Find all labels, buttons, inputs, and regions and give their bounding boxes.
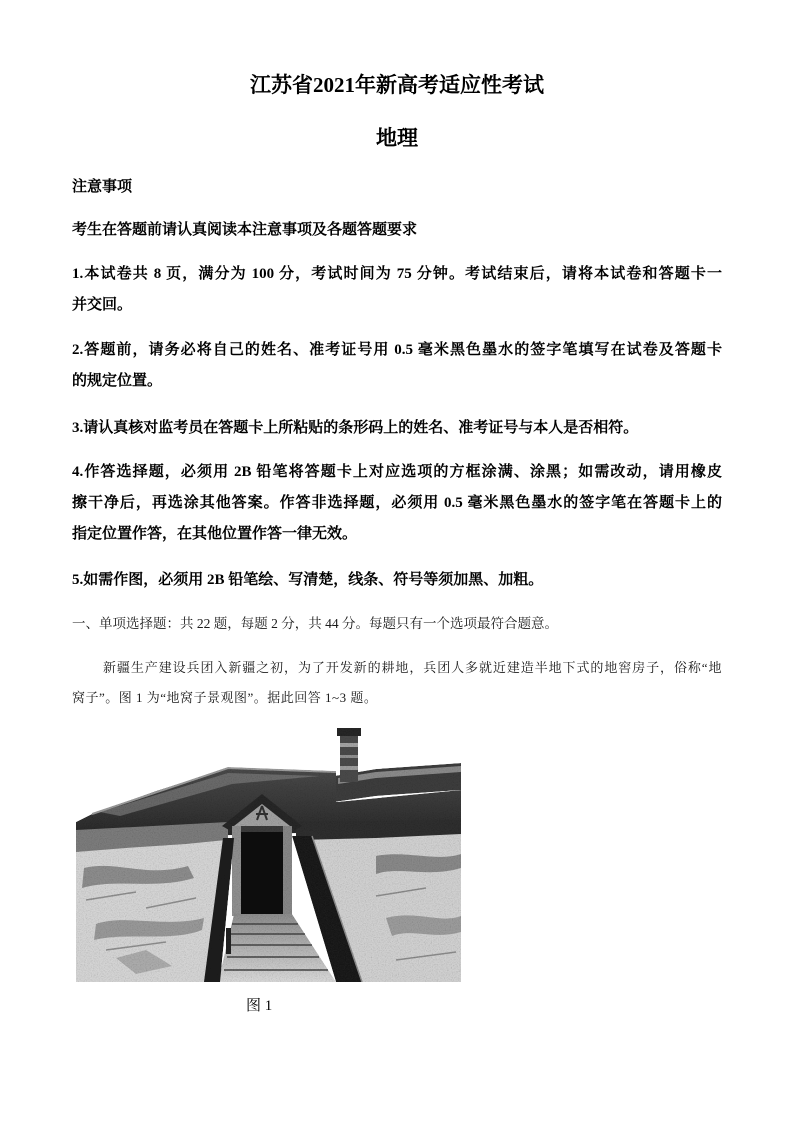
notice-intro: 考生在答题前请认真阅读本注意事项及各题答题要求 bbox=[72, 222, 418, 238]
notice-item-1-line-1: 1.本试卷共 8 页，满分为 100 分，考试时间为 75 分钟。考试结束后，请将本试卷和答题卡一 bbox=[72, 266, 722, 282]
chimney bbox=[337, 728, 361, 782]
notice-item-5: 5.如需作图，必须用 2B 铅笔绘、写清楚，线条、符号等须加黑、加粗。 bbox=[72, 572, 544, 588]
section-heading: 一、单项选择题：共 22 题，每题 2 分，共 44 分。每题只有一个选项最符合题意。 bbox=[72, 616, 558, 631]
notice-heading: 注意事项 bbox=[72, 179, 133, 195]
figure-caption: 图 1 bbox=[246, 998, 273, 1014]
dugout-house-photo bbox=[76, 728, 461, 982]
notice-item-4-line-2: 擦干净后，再选涂其他答案。作答非选择题，必须用 0.5 毫米黑色墨水的签字笔在答题卡上的 bbox=[72, 495, 722, 511]
exam-title: 江苏省2021年新高考适应性考试 bbox=[250, 73, 544, 97]
notice-item-2-line-1: 2.答题前，请务必将自己的姓名、准考证号用 0.5 毫米黑色墨水的签字笔填写在试卷及答题卡 bbox=[72, 342, 722, 358]
door-post-right bbox=[283, 826, 292, 916]
notice-item-1-line-2: 并交回。 bbox=[72, 297, 133, 313]
question-stem-line-2: 窝子”。图 1 为“地窝子景观图”。据此回答 1~3 题。 bbox=[72, 690, 378, 705]
notice-item-4-line-1: 4.作答选择题，必须用 2B 铅笔将答题卡上对应选项的方框涂满、涂黑；如需改动，请用橡皮 bbox=[72, 464, 722, 480]
subject-title: 地理 bbox=[376, 126, 418, 150]
question-stem-line-1: 新疆生产建设兵团入新疆之初，为了开发新的耕地，兵团人多就近建造半地下式的地窖房子，俗称“地 bbox=[103, 660, 722, 675]
notice-item-3: 3.请认真核对监考员在答题卡上所粘贴的条形码上的姓名、准考证号与本人是否相符。 bbox=[72, 420, 639, 436]
door-opening bbox=[241, 832, 283, 914]
stair-post bbox=[226, 928, 231, 954]
notice-item-2-line-2: 的规定位置。 bbox=[72, 373, 163, 389]
notice-item-4-line-3: 指定位置作答，在其他位置作答一律无效。 bbox=[72, 526, 358, 542]
